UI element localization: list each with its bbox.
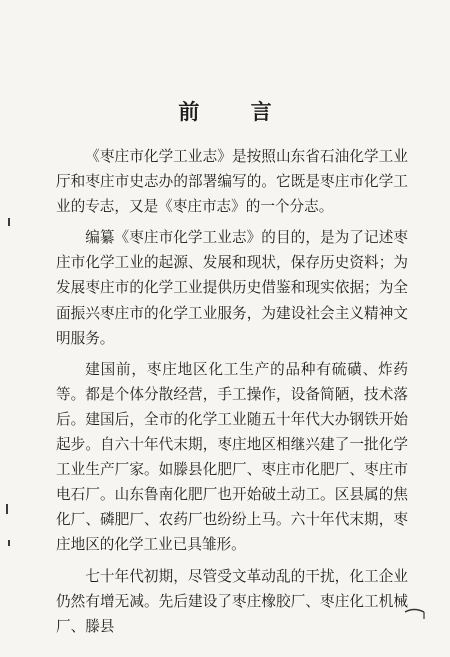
document-body — [56, 144, 408, 645]
paragraph-1: 《枣庄市化学工业志》是按照山东省石油化学工业厅和枣庄市史志办的部署编写的。它既是枣庄市化学工业的专志，又是《枣庄市志》的一个分志。 — [56, 148, 408, 216]
paragraph-2: 编纂《枣庄市化学工业志》的目的，是为了记述枣庄市化学工业的起源、发展和现状，保存历史资料；为发展枣庄市的化学工业提供历史借鉴和现实依据；为全面振兴枣庄市的化学工业服务，为建设社会主义精神文明服务。 — [56, 229, 408, 347]
scan-mark — [8, 540, 10, 546]
scan-mark — [6, 504, 8, 514]
page-title: 前 言 — [178, 99, 294, 124]
paragraph-4: 七十年代初期，尽管受文革动乱的干扰，化工企业仍然有增无减。先后建设了枣庄橡胶厂、枣庄化工机械厂、滕县 — [56, 567, 408, 635]
corner-mark — [402, 607, 428, 623]
scan-mark — [8, 218, 10, 226]
paragraph-3: 建国前，枣庄地区化工生产的品种有硫磺、炸药等。都是个体分散经营，手工操作，设备简陋，技术落后。建国后，全市的化学工业随五十年代大办钢铁开始起步。自六十年代末期，枣庄地区相继兴建了一批化学工业生产厂家。如滕县化肥厂、枣庄市化肥厂、枣庄市电石厂。山东鲁南化肥厂也开始破土动工。区县属的焦化厂、磷肥厂、农药厂也纷纷上马。六十年代末期，枣庄地区的化学工业已具雏形。 — [56, 360, 408, 554]
